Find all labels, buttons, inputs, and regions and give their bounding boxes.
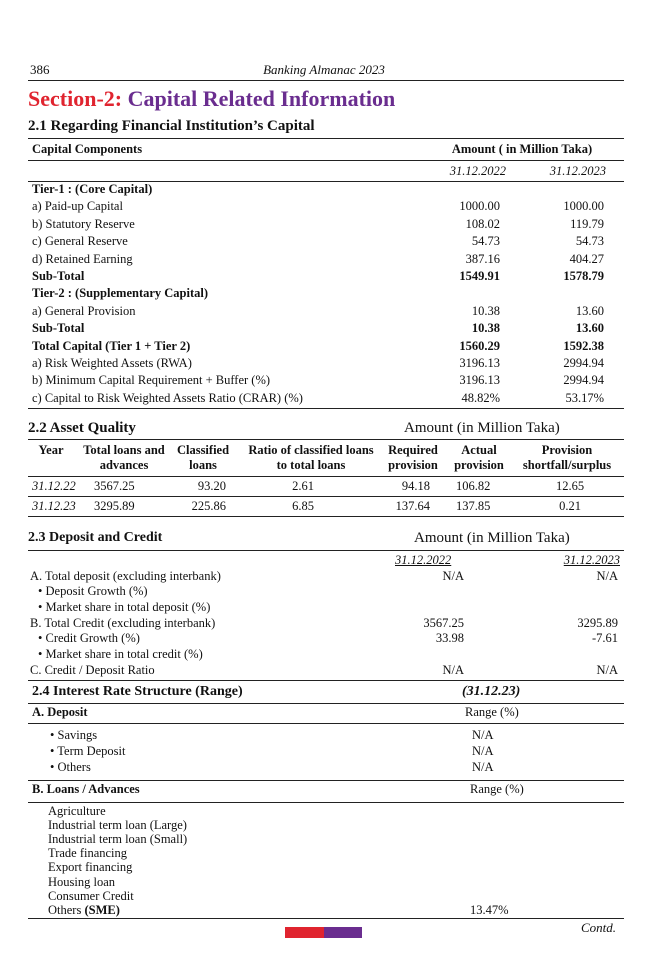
s23-row-label: • Market share in total deposit (%)	[38, 600, 211, 614]
s22-bottom-rule	[28, 516, 624, 517]
footer-bar-purple	[324, 927, 362, 938]
s24-deposit-row-value: N/A	[472, 728, 494, 742]
s23-row-2023: N/A	[596, 663, 618, 677]
s22-row-loans: 3295.89	[94, 499, 135, 513]
s22-col-required-line2: provision	[388, 458, 438, 472]
s24-loan-row-label	[48, 846, 127, 860]
s21-row-2022: 10.38	[471, 303, 500, 318]
s21-row-2022: 1000.00	[459, 199, 500, 214]
s21-row-2023: 119.79	[570, 216, 604, 231]
s22-row-actual: 137.85	[456, 499, 491, 513]
s21-row-2022: 48.82%	[461, 390, 500, 405]
s23-row-2023: -7.61	[591, 631, 618, 645]
s22-row-year: 31.12.22	[32, 479, 76, 493]
s23-row-2023: 3295.89	[577, 616, 618, 630]
s21-row-2022: 1560.29	[459, 338, 500, 353]
s24-loan-row-text: Export financing	[48, 860, 133, 875]
s21-row-label: a) Paid-up Capital	[32, 199, 123, 214]
s24-loans-range-label: Range (%)	[470, 782, 524, 796]
s23-row-label: B. Total Credit (excluding interbank)	[30, 616, 216, 630]
s24-deposit-label: A. Deposit	[32, 705, 88, 719]
s21-row-2022: 108.02	[465, 216, 500, 231]
s21-heading: 2.1 Regarding Financial Institution’s Capital	[28, 118, 315, 134]
s22-row-shortfall: 12.65	[555, 479, 585, 493]
s23-heading: 2.3 Deposit and Credit	[28, 530, 163, 545]
s23-date1: 31.12.2022	[395, 553, 452, 567]
s21-row-2023: 53.17%	[565, 390, 604, 405]
s21-row-2023: 2994.94	[563, 373, 604, 388]
s22-row-loans: 3567.25	[94, 479, 135, 493]
s23-top-rule	[28, 550, 624, 551]
s22-col-short-line2: shortfall/surplus	[522, 458, 612, 472]
s21-row-2022: 1549.91	[459, 269, 500, 283]
s23-bottom-rule	[28, 680, 624, 681]
section-name: Capital Related Information	[127, 86, 396, 111]
s21-row-2023: 1578.79	[563, 269, 604, 283]
s21-date1: 31.12.2022	[449, 164, 506, 178]
s22-col-loans-line1: Total loans and	[83, 443, 165, 457]
s21-row-label: d) Retained Earning	[32, 251, 133, 266]
s21-header-rule	[28, 160, 624, 161]
s21-row-label: Tier-1 : (Core Capital)	[32, 182, 153, 196]
s22-col-actual-line2: provision	[454, 458, 504, 472]
s23-row-2022: 33.98	[435, 631, 464, 645]
s24-loan-row-text: Trade financing	[48, 846, 128, 861]
s21-row-label: Total Capital (Tier 1 + Tier 2)	[32, 338, 191, 353]
s21-row-label: Tier-2 : (Supplementary Capital)	[32, 286, 209, 301]
s21-row-2023: 13.60	[575, 321, 604, 336]
s22-mid-rule	[28, 496, 624, 497]
s24-loan-row-label	[48, 889, 134, 903]
s22-col-ratio-line2: to total loans	[276, 458, 346, 472]
running-title: Banking Almanac 2023	[263, 62, 385, 77]
s22-row-ratio: 6.85	[292, 499, 314, 513]
s21-row-2022: 10.38	[471, 321, 500, 336]
s24-loan-row-label	[48, 903, 120, 917]
s24-rule-1	[28, 703, 624, 704]
s21-bottom-rule	[28, 408, 624, 409]
s23-amount-label: Amount (in Million Taka)	[414, 530, 570, 546]
s22-top-rule	[28, 439, 624, 440]
s24-loan-row-label	[48, 875, 115, 889]
contd-label: Contd.	[580, 920, 616, 935]
s24-deposit-row-label: • Savings	[50, 728, 98, 742]
s21-row-2023: 54.73	[575, 234, 604, 249]
s24-loan-row-text: Industrial term loan (Small)	[48, 832, 188, 847]
s21-top-rule	[28, 138, 624, 139]
page-number: 386	[30, 62, 50, 77]
s21-row-label: a) Risk Weighted Assets (RWA)	[32, 356, 192, 370]
s22-row-required: 94.18	[401, 479, 430, 493]
footer-bar-red	[285, 927, 324, 938]
s22-header-rule	[28, 476, 624, 477]
s21-col-components: Capital Components	[32, 142, 143, 156]
s22-row-classified: 93.20	[197, 479, 226, 493]
s24-loan-row-label	[48, 860, 132, 874]
s24-loan-row-text: Industrial term loan (Large)	[48, 818, 187, 833]
s22-col-classified-line2: loans	[189, 458, 217, 472]
s21-row-2022: 3196.13	[459, 356, 500, 370]
s24-rule-3	[28, 780, 624, 781]
s24-heading: 2.4 Interest Rate Structure (Range)	[32, 684, 243, 699]
s22-row-year: 31.12.23	[32, 499, 76, 513]
s21-row-label: Sub-Total	[32, 269, 85, 283]
s24-deposit-row-value: N/A	[472, 760, 494, 774]
s24-date: (31.12.23)	[462, 684, 521, 699]
header-rule	[28, 80, 624, 81]
s24-loan-row-text: Consumer Credit	[48, 888, 134, 903]
s21-date2: 31.12.2023	[549, 164, 606, 178]
s23-date2: 31.12.2023	[563, 553, 620, 567]
s24-deposit-row-value: N/A	[472, 744, 494, 758]
s23-row-2022: N/A	[442, 569, 464, 583]
s22-row-classified: 225.86	[191, 499, 226, 513]
s21-row-label: a) General Provision	[32, 303, 136, 318]
s22-col-classified-line1: Classified	[176, 443, 230, 457]
s23-row-label: A. Total deposit (excluding interbank)	[30, 569, 221, 583]
s22-col-year: Year	[38, 443, 64, 457]
s23-row-2022: 3567.25	[423, 616, 464, 630]
s21-row-2022: 387.16	[465, 251, 500, 266]
s21-row-2023: 1592.38	[563, 338, 604, 353]
s21-row-label: b) Minimum Capital Requirement + Buffer (%)	[32, 373, 271, 388]
s24-loans-label: B. Loans / Advances	[32, 782, 140, 796]
s22-amount-label: Amount (in Million Taka)	[404, 420, 560, 436]
s24-range-label: Range (%)	[465, 705, 519, 719]
s21-row-2023: 2994.94	[563, 356, 604, 370]
s24-loan-row-label	[48, 804, 106, 818]
s21-row-2023: 13.60	[575, 303, 604, 318]
s23-row-label: • Market share in total credit (%)	[38, 647, 203, 661]
s21-col-amount: Amount ( in Million Taka)	[451, 142, 593, 156]
s22-row-shortfall: 0.21	[559, 499, 581, 513]
s21-row-2023: 404.27	[569, 251, 604, 266]
s21-row-label: b) Statutory Reserve	[32, 216, 135, 231]
s24-deposit-row-label: • Term Deposit	[50, 744, 126, 758]
section-prefix: Section-2:	[28, 86, 123, 111]
s23-row-2022: N/A	[442, 663, 464, 677]
s21-row-2022: 54.73	[471, 234, 500, 249]
s21-row-2022: 3196.13	[459, 373, 500, 388]
s22-row-required: 137.64	[395, 499, 430, 513]
section-title	[28, 86, 395, 112]
s24-loan-row-text: Agriculture	[48, 804, 106, 818]
s24-loan-row-text: Others	[48, 902, 82, 917]
s21-row-label: c) Capital to Risk Weighted Assets Ratio (CRAR) (%)	[32, 390, 303, 405]
s23-row-2023: N/A	[596, 569, 618, 583]
s22-heading: 2.2 Asset Quality	[28, 420, 136, 436]
s22-col-required-line1: Required	[388, 443, 438, 457]
s21-row-label: c) General Reserve	[32, 234, 128, 249]
s21-row-2023: 1000.00	[563, 199, 604, 214]
s24-loan-row-label	[48, 832, 187, 846]
s22-col-ratio-line1: Ratio of classified loans	[248, 443, 374, 457]
s23-row-label: • Credit Growth (%)	[38, 631, 140, 645]
s24-loan-row-bold: (SME)	[84, 902, 120, 917]
s22-col-loans-line2: advances	[99, 458, 149, 472]
s23-row-label: C. Credit / Deposit Ratio	[30, 663, 155, 677]
s24-loan-row-value: 13.47%	[470, 902, 509, 917]
s24-loan-row-text: Housing loan	[48, 874, 116, 889]
s23-row-label: • Deposit Growth (%)	[38, 584, 148, 598]
s24-rule-4	[28, 802, 624, 803]
s22-row-ratio: 2.61	[292, 479, 314, 493]
s21-row-label: Sub-Total	[32, 321, 85, 336]
s24-loan-row-label	[48, 818, 187, 832]
s24-rule-2	[28, 723, 624, 724]
s24-bottom-rule	[28, 918, 624, 919]
s22-col-short-line1: Provision	[541, 443, 593, 457]
s22-col-actual-line1: Actual	[461, 443, 497, 457]
s24-deposit-row-label: • Others	[50, 760, 91, 774]
s22-row-actual: 106.82	[456, 479, 491, 493]
